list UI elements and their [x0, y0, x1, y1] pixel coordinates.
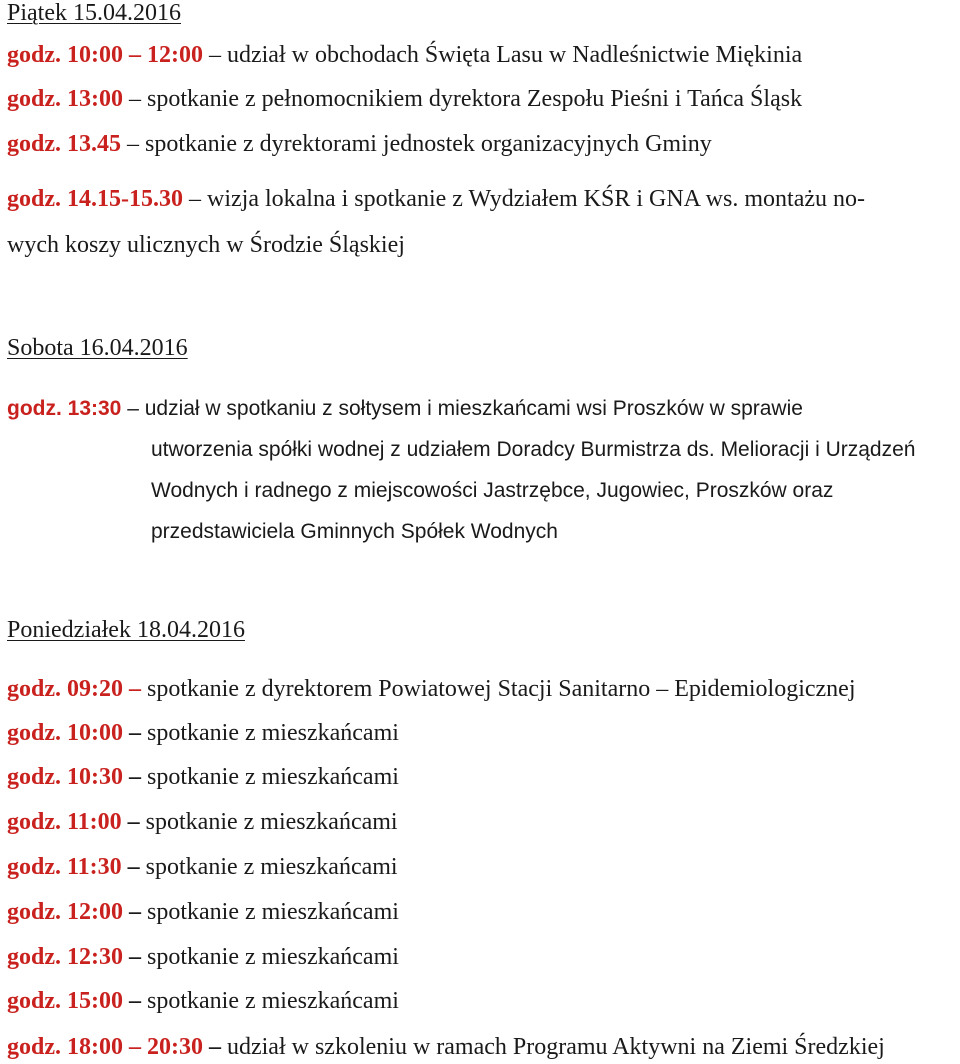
item-text: spotkanie z mieszkańcami [139, 854, 398, 880]
time-label: godz. 12:30 [7, 944, 123, 970]
dash: – [121, 854, 140, 880]
saturday-item-line-1 [7, 394, 803, 424]
time-label: godz. 15:00 [7, 988, 123, 1014]
item-text: – wizja lokalna i spotkanie z Wydziałem KŚR i GNA ws. montażu no- [183, 186, 865, 212]
time-label: godz. 10:00 [7, 720, 123, 746]
dash: – [123, 988, 141, 1014]
time-label: godz. 13.45 [7, 131, 121, 157]
dash: – [123, 764, 141, 790]
saturday-item-line-3: Wodnych i radnego z miejscowości Jastrzębce, Jugowiec, Proszków oraz [151, 479, 834, 502]
monday-item-3 [7, 762, 399, 792]
time-label: godz. 14.15-15.30 [7, 186, 183, 212]
friday-heading: Piątek 15.04.2016 [7, 0, 181, 26]
monday-item-7 [7, 942, 399, 972]
time-label: godz. 10:30 [7, 764, 123, 790]
monday-item-4 [7, 807, 398, 837]
friday-item-4-continued [7, 230, 405, 260]
saturday-item-line-2: utworzenia spółki wodnej z udziałem Doradcy Burmistrza ds. Melioracji i Urządzeń [151, 438, 916, 461]
time-label: godz. 13:30 [7, 397, 122, 420]
saturday-item-line-4: przedstawiciela Gminnych Spółek Wodnych [151, 520, 558, 543]
friday-item-4 [7, 184, 865, 214]
item-text: spotkanie z mieszkańcami [139, 809, 398, 835]
time-label: godz. 13:00 [7, 86, 123, 112]
item-text: – spotkanie z pełnomocnikiem dyrektora Zespołu Pieśni i Tańca Śląsk [123, 86, 803, 112]
friday-item-1 [7, 40, 802, 70]
dash: – [121, 809, 140, 835]
item-text: – udział w spotkaniu z sołtysem i mieszkańcami wsi Proszków w sprawie [121, 397, 803, 420]
monday-item-9 [7, 1032, 885, 1062]
time-label: godz. 11:00 [7, 809, 122, 835]
item-text: – udział w obchodach Święta Lasu w Nadleśnictwie Miękinia [202, 42, 803, 68]
friday-item-2 [7, 84, 802, 114]
item-text: spotkanie z mieszkańcami [141, 764, 399, 790]
item-text: spotkanie z mieszkańcami [141, 899, 399, 925]
item-text: spotkanie z mieszkańcami [141, 988, 399, 1014]
time-label: godz. 10:00 – 12:00 [7, 42, 203, 68]
item-text: spotkanie z dyrektorem Powiatowej Stacji Sanitarno – Epidemiologicznej [141, 676, 856, 702]
dash: – [202, 1034, 221, 1060]
item-text: spotkanie z mieszkańcami [141, 720, 399, 746]
dash: – [123, 899, 141, 925]
saturday-heading: Sobota 16.04.2016 [7, 335, 188, 361]
time-label: godz. 09:20 [7, 676, 123, 702]
time-label: godz. 18:00 – 20:30 [7, 1034, 203, 1060]
monday-item-5 [7, 852, 398, 882]
monday-item-6 [7, 897, 399, 927]
monday-item-2 [7, 718, 399, 748]
monday-heading: Poniedziałek 18.04.2016 [7, 617, 245, 643]
item-text: – spotkanie z dyrektorami jednostek organizacyjnych Gminy [121, 131, 712, 157]
monday-item-1 [7, 674, 856, 704]
time-label: godz. 11:30 [7, 854, 122, 880]
item-text: spotkanie z mieszkańcami [147, 944, 399, 970]
item-text: wych koszy ulicznych w Środzie Śląskiej [7, 232, 405, 258]
dash: – [123, 676, 141, 702]
dash: – [123, 720, 141, 746]
friday-item-3 [7, 129, 712, 159]
monday-item-8 [7, 986, 399, 1016]
time-label: godz. 12:00 [7, 899, 123, 925]
dash: – [123, 944, 147, 970]
item-text: udział w szkoleniu w ramach Programu Aktywni na Ziemi Średzkiej [220, 1034, 885, 1060]
